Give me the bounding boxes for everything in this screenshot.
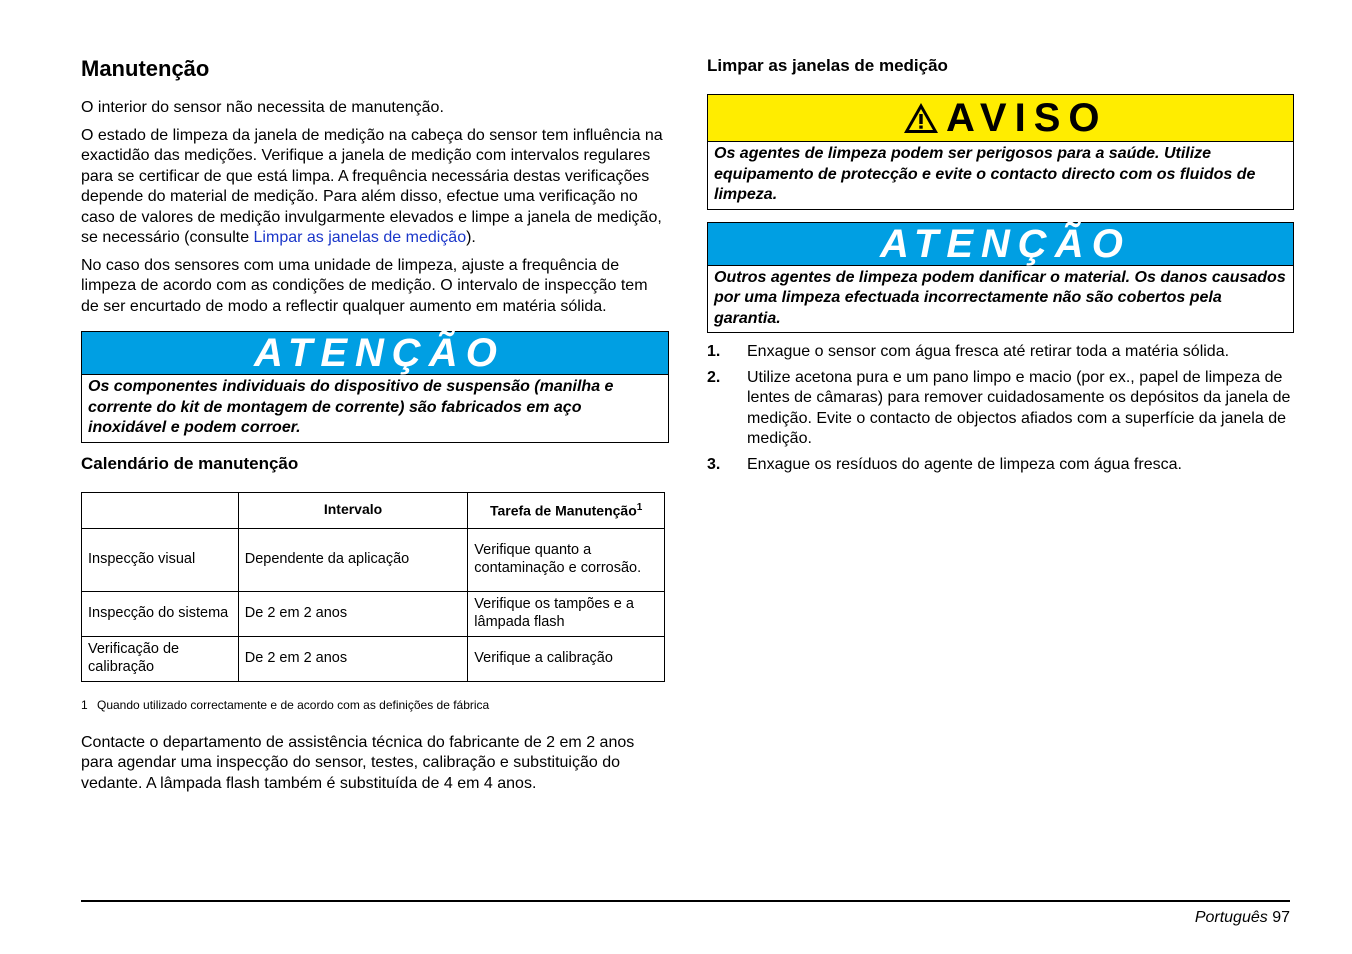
step-text: Enxague o sensor com água fresca até retirar toda a matéria sólida. — [747, 343, 1230, 360]
step-text: Enxague os resíduos do agente de limpeza com água fresca. — [747, 455, 1182, 473]
table-cell: Verificação de calibração — [82, 636, 239, 681]
table-cell: De 2 em 2 anos — [238, 591, 468, 636]
paragraph-cleaning-state — [81, 126, 669, 249]
maintenance-schedule-table — [81, 492, 665, 682]
schedule-title: Calendário de manutenção — [81, 453, 299, 473]
attention-notice-cleaning — [707, 222, 1294, 334]
footnote-text: Quando utilizado correctamente e de acordo com as definições de fábrica — [97, 697, 490, 712]
warning-notice — [707, 94, 1294, 210]
page-number: 97 — [1272, 909, 1290, 926]
list-item — [707, 342, 1294, 363]
paragraph-cleaning-unit: No caso dos sensores com uma unidade de limpeza, ajuste a frequência de limpeza de acordo com as condições de medição. O intervalo de inspecção tem de ser encurtado de modo a reflectir qualquer aumento em matéria sólida. — [81, 256, 648, 315]
table-header-cell — [82, 492, 239, 528]
warning-triangle-icon — [902, 101, 940, 135]
footer-divider — [81, 900, 1290, 902]
table-row — [82, 591, 665, 636]
warning-heading-text: AVISO — [946, 96, 1108, 140]
warning-text: Os agentes de limpeza podem ser perigosos para a saúde. Utilize equipamento de protecção e evite o contacto directo com os fluidos de limpeza. — [708, 141, 1293, 209]
table-cell: De 2 em 2 anos — [238, 636, 468, 681]
left-column — [81, 56, 669, 801]
list-item — [707, 455, 1294, 476]
table-cell: Inspecção visual — [82, 528, 239, 591]
right-column — [707, 56, 1294, 480]
table-cell: Verifique os tampões e a lâmpada flash — [468, 591, 665, 636]
table-cell: Dependente da aplicação — [238, 528, 468, 591]
step-text: Utilize acetona pura e um pano limpo e macio (por ex., papel de limpeza de lentes de câmaras) para remover cuidadosamente os depósitos da janela de medição. Evite o contacto de objectos afiados com a superfície da janela de medição. — [747, 368, 1291, 447]
step-number: 1. — [707, 343, 721, 360]
footnote-marker: 1 — [636, 502, 643, 514]
list-item — [707, 368, 1294, 450]
table-cell: Verifique a calibração — [468, 636, 665, 681]
table-header-row — [82, 492, 665, 528]
section-title-clean-windows: Limpar as janelas de medição — [707, 56, 948, 75]
step-number: 2. — [707, 368, 721, 386]
table-row — [82, 636, 665, 681]
paragraph-text: O estado de limpeza da janela de medição na cabeça do sensor tem influência na exactidão das medições. Verifique a janela de medição com intervalos regulares para se certificar de que está limpa. A frequência necessária destas verificações depende do material de medição. Para além disso, efectue uma verificação no caso de valores de medição invulgarmente elevados e limpe a janela de medição, se necessário (consulte — [81, 126, 663, 246]
table-header-cell — [468, 492, 665, 528]
footer-language: Português — [1194, 909, 1268, 926]
header-text: Tarefa de Manutenção — [489, 503, 637, 520]
attention-text: Outros agentes de limpeza podem danificar o material. Os danos causados por uma limpeza efectuada incorrectamente não são cobertos pela garantia. — [708, 265, 1293, 333]
paragraph-service-contact: Contacte o departamento de assistência técnica do fabricante de 2 em 2 anos para agendar uma inspecção do sensor, testes, calibração e substituição do vedante. A lâmpada flash também é substituída de 4 em 4 anos. — [81, 733, 635, 792]
cleaning-steps-list — [707, 342, 1294, 475]
cross-reference-link[interactable]: Limpar as janelas de medição — [253, 229, 467, 246]
warning-heading — [708, 95, 1293, 141]
attention-heading: ATENÇÃO — [82, 332, 668, 374]
table-row — [82, 528, 665, 591]
table-cell: Verifique quanto a contaminação e corrosão. — [468, 528, 665, 591]
attention-text: Os componentes individuais do dispositivo de suspensão (manilha e corrente do kit de montagem de corrente) são fabricados em aço inoxidável e podem corroer. — [82, 374, 668, 442]
footnote-number: 1 — [81, 697, 88, 712]
attention-notice — [81, 331, 669, 443]
section-title-maintenance: Manutenção — [81, 56, 210, 81]
paragraph-interior: O interior do sensor não necessita de manutenção. — [81, 99, 444, 116]
attention-heading: ATENÇÃO — [708, 223, 1293, 265]
table-footnote — [81, 698, 669, 712]
step-number: 3. — [707, 455, 721, 473]
page-footer — [1195, 908, 1290, 928]
table-header-cell: Intervalo — [238, 492, 468, 528]
table-cell: Inspecção do sistema — [82, 591, 239, 636]
paragraph-text-end: ). — [466, 229, 476, 246]
